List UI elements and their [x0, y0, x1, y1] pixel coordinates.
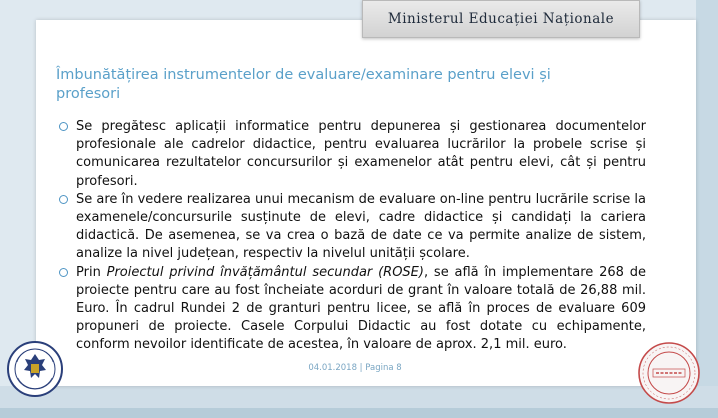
- bullet-list: [58, 118, 646, 355]
- slide-title: Îmbunătățirea instrumentelor de evaluare/examinare pentru elevi și profesori: [56, 67, 551, 102]
- ministry-name: Ministerul Educației Naționale: [387, 11, 615, 27]
- ministry-header: [362, 0, 640, 38]
- signature-stamp: [636, 340, 702, 406]
- slide-footer: 04.01.2018 | Pagina 8: [308, 363, 402, 373]
- rose-project-name: Proiectul privind învățământul secundar (ROSE): [106, 264, 424, 280]
- bottom-band-strip: [0, 408, 718, 418]
- bullet-circle-icon: [59, 268, 68, 277]
- bullet-item-rose-project: [58, 264, 646, 355]
- government-seal-logo: [6, 340, 64, 398]
- bullet-text: Se are în vedere realizarea unui mecanism de evaluare on-line pentru lucrările scrise la examenele/concursurile susținute de elevi, cadre didactice și candidați la cariera didactică. De asemenea, se va crea o bază de date ce va permite analize de sistem, analize la nivel județean, respectiv la nivelul unității școlare.: [76, 191, 646, 262]
- bullet-circle-icon: [59, 195, 68, 204]
- bullet-text-suffix: , se află în implementare 268 de proiecte pentru care au fost încheiate acorduri de grant în valoare totală de 26,88 mil. Euro. În cadrul Rundei 2 de granturi pentru licee, se află în proces de evaluare 609 propuneri de proiecte. Casele Corpului Didactic au fost dotate cu echipamente, conform nevoilor identificate de acestea, în valoare de aprox. 2,1 mil. euro.: [76, 264, 646, 353]
- bullet-item-online-evaluation: [58, 191, 646, 264]
- bullet-item-applications: [58, 118, 646, 191]
- bullet-text-prefix: Prin: [76, 264, 107, 280]
- bullet-text: Se pregătesc aplicații informatice pentru depunerea și gestionarea documentelor profesionale ale cadrelor didactice, pentru evaluarea lucrărilor la probele scrise și comunicarea rezultatelor concursurilor și examenelor atât pentru elevi, cât și pentru profesori.: [76, 119, 646, 189]
- bullet-circle-icon: [59, 122, 68, 131]
